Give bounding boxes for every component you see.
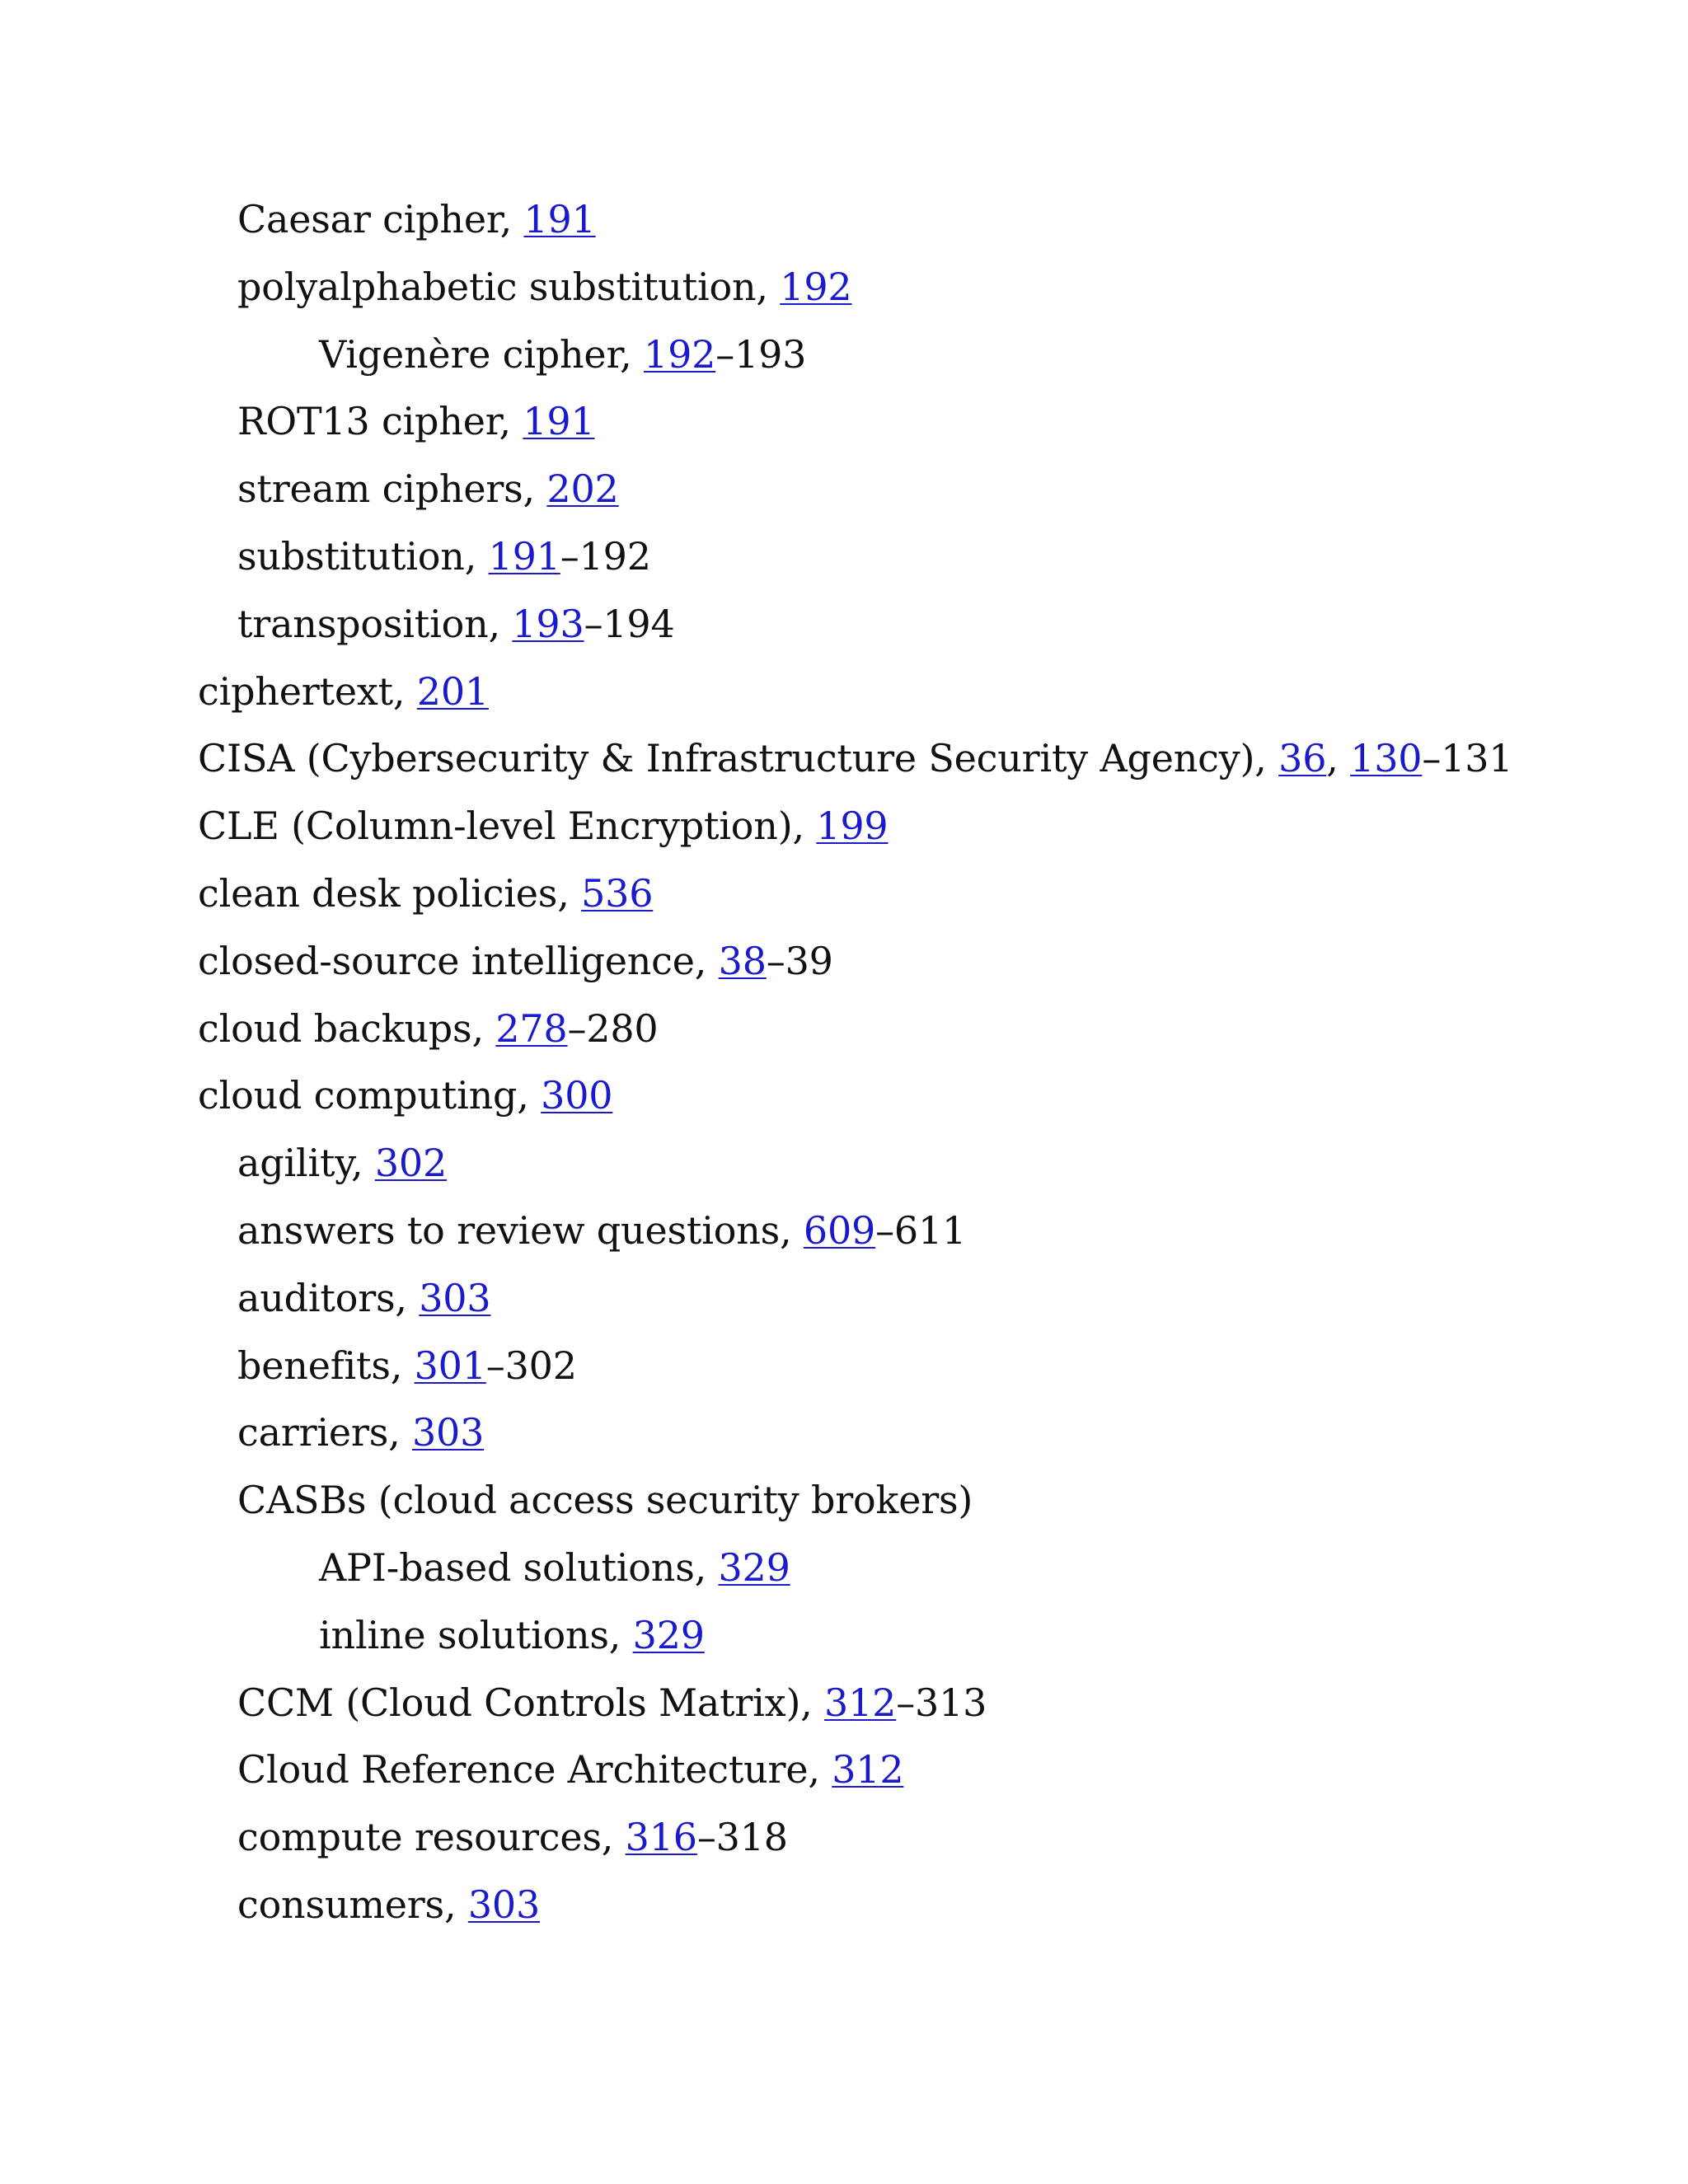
index-term: transposition,: [237, 602, 513, 646]
index-entry: [237, 464, 619, 513]
index-entry: [319, 1610, 705, 1660]
index-term: CISA (Cybersecurity & Infrastructure Security Agency),: [198, 736, 1279, 780]
index-term: auditors,: [237, 1276, 420, 1320]
page-reference-link[interactable]: 130: [1350, 736, 1423, 780]
page-range-suffix: –611: [875, 1208, 967, 1253]
page-reference-link[interactable]: 609: [803, 1208, 876, 1253]
page-range-suffix: –318: [696, 1815, 788, 1859]
page-reference-link[interactable]: 199: [816, 804, 889, 848]
page-reference-link[interactable]: 201: [416, 669, 489, 714]
index-term: closed-source intelligence,: [198, 939, 719, 983]
index-entry: [237, 1138, 447, 1188]
page-reference-link[interactable]: 278: [495, 1006, 568, 1051]
page-reference-link[interactable]: 312: [824, 1680, 897, 1725]
page-reference-link[interactable]: 191: [523, 399, 595, 443]
page-range-suffix: –39: [766, 939, 833, 983]
index-term: stream ciphers,: [237, 466, 547, 511]
page-reference-link[interactable]: 191: [488, 534, 560, 579]
page-reference-link[interactable]: 193: [512, 602, 584, 646]
page-reference-link[interactable]: 192: [644, 332, 716, 377]
index-entry: [237, 1880, 540, 1929]
index-entry: [237, 396, 595, 446]
index-entry: [319, 1543, 790, 1592]
page-reference-link[interactable]: 301: [414, 1343, 486, 1388]
index-entry: [237, 1206, 966, 1255]
index-entry: [237, 599, 675, 649]
page-range-suffix: –302: [485, 1343, 577, 1388]
index-term: CCM (Cloud Controls Matrix),: [237, 1680, 825, 1725]
page-reference-link[interactable]: 202: [546, 466, 619, 511]
index-term: CASBs (cloud access security brokers): [237, 1478, 973, 1522]
page-range-suffix: –194: [584, 602, 675, 646]
index-term: carriers,: [237, 1410, 412, 1455]
index-term: ciphertext,: [198, 669, 417, 714]
page-reference-link[interactable]: 300: [541, 1073, 613, 1118]
page-reference-link[interactable]: 316: [625, 1815, 697, 1859]
index-term: compute resources,: [237, 1815, 626, 1859]
index-entry: [198, 869, 653, 918]
index-term: consumers,: [237, 1882, 468, 1927]
page-reference-link[interactable]: 329: [632, 1613, 705, 1657]
index-entry: [198, 733, 1512, 783]
index-entry: [237, 1341, 577, 1390]
page-reference-link[interactable]: 302: [374, 1141, 448, 1185]
index-entry: [198, 667, 489, 716]
index-term: clean desk policies,: [198, 871, 582, 916]
page-range-suffix: –192: [560, 534, 651, 579]
index-entry: [198, 1071, 612, 1120]
index-entry: [237, 532, 651, 581]
index-entry: [237, 1812, 788, 1862]
page-reference-link[interactable]: 303: [467, 1882, 541, 1927]
index-entry: [237, 194, 596, 244]
index-term: Caesar cipher,: [237, 197, 524, 241]
index-term: ROT13 cipher,: [237, 399, 523, 443]
page-reference-link[interactable]: 536: [581, 871, 654, 916]
index-term: benefits,: [237, 1343, 415, 1388]
index-entry: [237, 1678, 987, 1727]
index-term: inline solutions,: [319, 1613, 633, 1657]
index-entry: [237, 1475, 973, 1525]
index-term: cloud computing,: [198, 1073, 542, 1118]
index-term: substitution,: [237, 534, 489, 579]
page-reference-link[interactable]: 303: [411, 1410, 485, 1455]
index-term: polyalphabetic substitution,: [237, 265, 781, 309]
page-reference-link[interactable]: 192: [780, 265, 852, 309]
page-reference-link[interactable]: 312: [832, 1747, 904, 1792]
index-entry: [237, 1408, 484, 1457]
index-entry: [237, 262, 851, 312]
page-reference-link[interactable]: 191: [523, 197, 596, 241]
page-range-suffix: –193: [715, 332, 807, 377]
page-reference-link[interactable]: 36: [1278, 736, 1327, 780]
page-reference-link[interactable]: 329: [718, 1545, 790, 1590]
index-term: agility,: [237, 1141, 375, 1185]
index-entry: [237, 1273, 490, 1323]
index-term: answers to review questions,: [237, 1208, 804, 1253]
page-reference-link[interactable]: 38: [718, 939, 767, 983]
index-entry: [319, 330, 806, 379]
index-entry: [198, 1004, 659, 1053]
index-term: CLE (Column-level Encryption),: [198, 804, 817, 848]
index-entry: [237, 1745, 903, 1794]
index-term: Cloud Reference Architecture,: [237, 1747, 832, 1792]
index-entry: [198, 801, 889, 851]
page-range-suffix: –313: [896, 1680, 987, 1725]
page-range-suffix: –131: [1422, 736, 1513, 780]
page-range-suffix: –280: [567, 1006, 659, 1051]
index-term: cloud backups,: [198, 1006, 496, 1051]
index-term: Vigenère cipher,: [319, 332, 645, 377]
page-range-suffix: ,: [1326, 736, 1351, 780]
page-reference-link[interactable]: 303: [419, 1276, 491, 1320]
index-entry: [198, 936, 833, 986]
index-term: API-based solutions,: [319, 1545, 719, 1590]
